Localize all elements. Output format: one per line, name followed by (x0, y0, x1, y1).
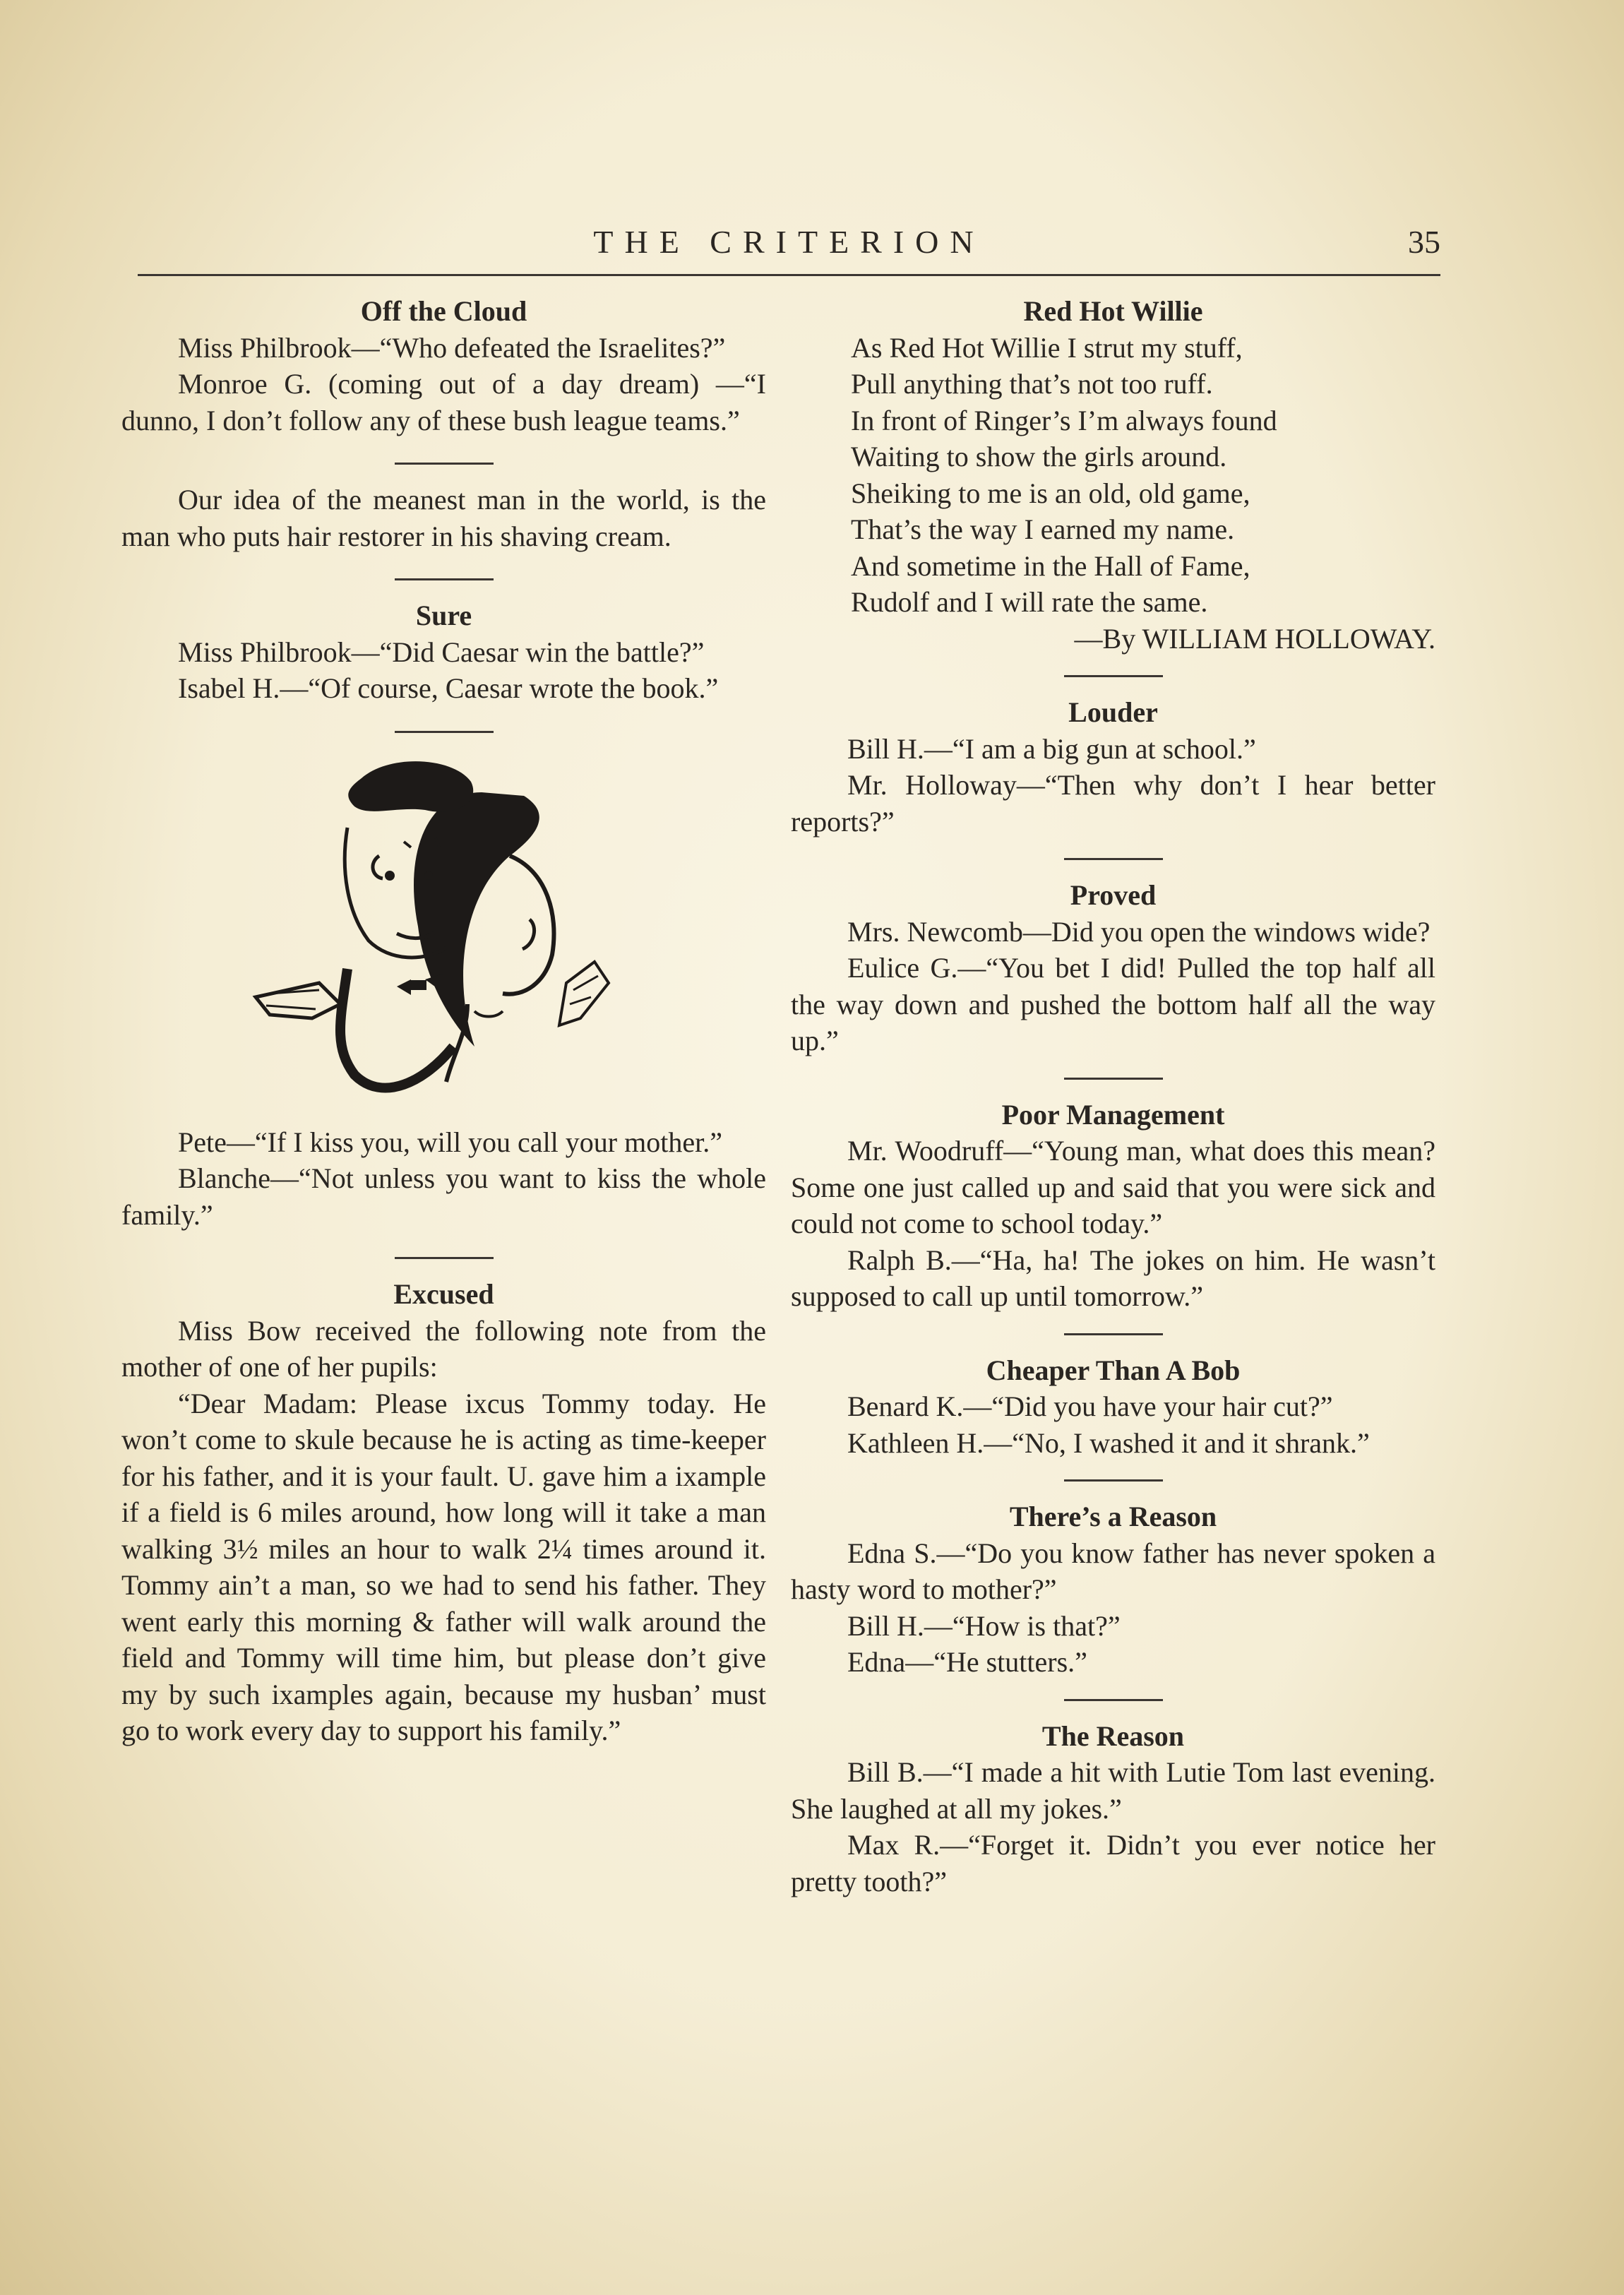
joke-line: Isabel H.—“Of course, Caesar wrote the book.” (178, 672, 719, 704)
joke-line: Ralph B.—“Ha, ha! The jokes on him. He wasn’t supposed to call up until tomorrow.” (791, 1244, 1435, 1312)
joke-line: Mr. Holloway—“Then why don’t I hear better reports?” (791, 769, 1435, 837)
joke-line: Benard K.—“Did you have your hair cut?” (847, 1390, 1333, 1422)
section-divider (1064, 1479, 1163, 1482)
header-rule (138, 274, 1440, 276)
poem (791, 330, 1435, 657)
section-divider (1064, 675, 1163, 677)
poem-line: And sometime in the Hall of Fame, (851, 549, 1250, 582)
section-divider (395, 731, 494, 733)
poem-line: As Red Hot Willie I strut my stuff, (851, 331, 1243, 364)
heading-theres-a-reason: There’s a Reason (1009, 1501, 1217, 1532)
heading-proved: Proved (1070, 879, 1157, 911)
section-divider (395, 1257, 494, 1259)
section-divider (1064, 858, 1163, 860)
joke-line: Blanche—“Not unless you want to kiss the whole family.” (121, 1162, 766, 1231)
heading-off-the-cloud: Off the Cloud (360, 295, 527, 327)
cartoon-illustration (121, 750, 766, 1124)
section-divider (395, 578, 494, 580)
heading-sure: Sure (415, 600, 472, 631)
joke-line: Miss Bow received the following note from the mother of one of her pupils: (121, 1314, 766, 1383)
meanest-man-joke: Our idea of the meanest man in the world, is the man who puts hair restorer in his shaving cream. (121, 484, 766, 552)
joke-line: Bill H.—“I am a big gun at school.” (847, 732, 1256, 765)
poem-line: Pull anything that’s not too ruff. (851, 368, 1213, 400)
couple-cartoon-image (241, 750, 637, 1117)
joke-line: Edna—“He stutters.” (847, 1646, 1087, 1678)
joke-line: Mrs. Newcomb—Did you open the windows wide? (847, 915, 1431, 948)
joke-line: “Dear Madam: Please ixcus Tommy today. He won’t come to skule because he is acting as time-keeper for his father, and it is your fault. U. gave him a ixample if a field is 6 miles around, how long will it take a man walking 3½ miles an hour to walk 2¼ times around it. Tommy ain’t a man, so we had to send his father. They went early this morning & father will walk around the field and Tommy will time him, but please don’t give my by such ixamples again, because my husban’ must go to work every day to support his family.” (121, 1387, 766, 1746)
page-number: 35 (1408, 224, 1440, 260)
joke-line: Max R.—“Forget it. Didn’t you ever notice her pretty tooth?” (791, 1829, 1435, 1897)
running-header (138, 217, 1440, 274)
right-column (791, 293, 1435, 1900)
heading-excused: Excused (393, 1278, 494, 1310)
poem-byline: —By WILLIAM HOLLOWAY. (1074, 622, 1435, 655)
joke-line: Pete—“If I kiss you, will you call your mother.” (178, 1126, 722, 1158)
joke-line: Bill B.—“I made a hit with Lutie Tom last evening. She laughed at all my jokes.” (791, 1756, 1435, 1825)
heading-cheaper-than-a-bob: Cheaper Than A Bob (986, 1354, 1241, 1386)
poem-line: In front of Ringer’s I’m always found (851, 404, 1277, 436)
poem-line: Rudolf and I will rate the same. (851, 586, 1208, 618)
section-divider (1064, 1333, 1163, 1335)
joke-line: Miss Philbrook—“Did Caesar win the battle?” (178, 636, 705, 668)
section-divider (1064, 1078, 1163, 1080)
heading-poor-management: Poor Management (1001, 1098, 1225, 1131)
joke-line: Bill H.—“How is that?” (847, 1609, 1121, 1642)
joke-line: Eulice G.—“You bet I did! Pulled the top half all the way down and pushed the bottom half all the way up.” (791, 952, 1435, 1056)
joke-line: Miss Philbrook—“Who defeated the Israelites?” (178, 331, 726, 364)
poem-line: Sheiking to me is an old, old game, (851, 477, 1250, 509)
joke-line: Edna S.—“Do you know father has never spoken a hasty word to mother?” (791, 1537, 1435, 1605)
heading-the-reason: The Reason (1041, 1719, 1185, 1752)
section-divider (395, 463, 494, 465)
poem-line: Waiting to show the girls around. (851, 441, 1227, 472)
joke-line: Mr. Woodruff—“Young man, what does this mean? Some one just called up and said that you were sick and could not come to school today.” (791, 1135, 1435, 1239)
section-divider (1064, 1699, 1163, 1701)
joke-line: Monroe G. (coming out of a day dream) —“I dunno, I don’t follow any of these bush league teams.” (121, 368, 766, 436)
heading-red-hot-willie: Red Hot Willie (1023, 295, 1203, 327)
joke-line: Kathleen H.—“No, I washed it and it shrank.” (847, 1426, 1370, 1459)
left-column (121, 293, 766, 1749)
heading-louder: Louder (1068, 696, 1158, 728)
publication-title: THE CRITERION (593, 224, 985, 260)
poem-line: That’s the way I earned my name. (851, 513, 1235, 545)
